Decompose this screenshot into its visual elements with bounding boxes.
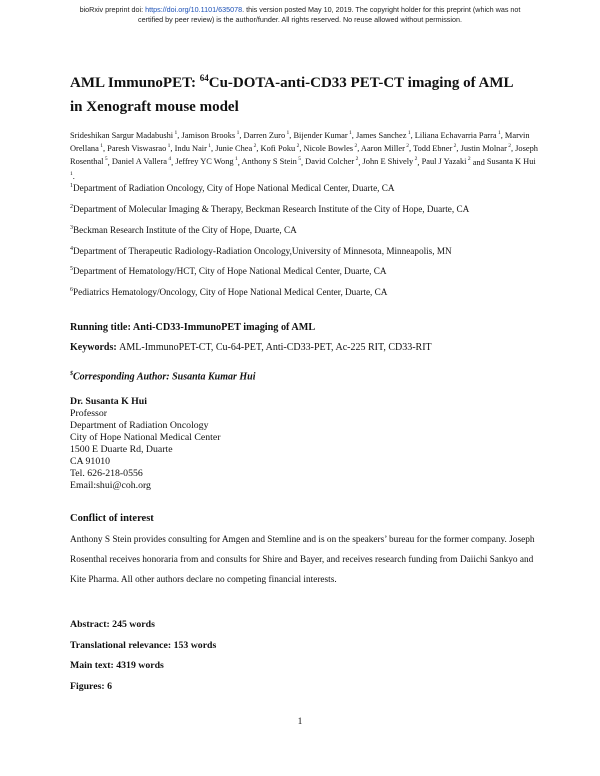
title-line-1-rest: Cu-DOTA-anti-CD33 PET-CT imaging of AML: [208, 75, 514, 91]
author: [175, 157, 237, 166]
preprint-banner: [30, 5, 570, 25]
affiliation-text: Department of Molecular Imaging & Therapy, Beckman Research Institute of the City of Hope, Duarte, CA: [73, 203, 470, 214]
count-line: Main text: 4319 words: [70, 660, 164, 671]
author-affiliation-mark: 1: [496, 130, 501, 136]
affiliation-text: Department of Radiation Oncology, City of Hope National Medical Center, Duarte, CA: [73, 183, 395, 194]
author-name: Bijender Kumar: [293, 130, 348, 140]
author-name: Paresh Viswasrao: [107, 144, 167, 154]
affiliation-text: Beckman Research Institute of the City of Hope, Duarte, CA: [73, 224, 297, 235]
author-name: James Sanchez: [355, 130, 407, 140]
author-affiliation-mark: 5: [103, 156, 108, 163]
author-name: David Colcher: [305, 157, 355, 167]
author: [422, 157, 471, 166]
conflict-heading: Conflict of interest: [70, 513, 154, 524]
contact-line: City of Hope National Medical Center: [70, 432, 221, 443]
author-name: John E Shively: [362, 157, 414, 167]
conflict-body: Anthony S Stein provides consulting for Amgen and Stemline and is on the speakers’ bureau for the former company. Joseph Rosenthal receives honoraria from and consults for Shire and Bayer, and receives research funding from Daiichi Sankyo and Kite Pharma. All other authors declare no competing financial interests.: [70, 535, 535, 585]
banner-line-2: certified by peer review) is the author/funder. All rights reserved. No reuse allowed without permission.: [138, 15, 462, 24]
contact-line: 1500 E Duarte Rd, Duarte: [70, 444, 173, 455]
author-affiliation-mark: 2: [252, 143, 257, 150]
author: [241, 157, 301, 166]
banner-line-1-rest: . this version posted May 10, 2019. The copyright holder for this preprint (which was not: [242, 5, 521, 14]
author: [305, 157, 358, 166]
contact-email: Email:shui@coh.org: [70, 480, 151, 491]
author-name: Nicole Bowles: [303, 144, 354, 154]
author-affiliation-mark: 2: [466, 156, 471, 163]
contact-name: Dr. Susanta K Hui: [70, 396, 147, 407]
contact-line: Professor: [70, 408, 108, 419]
affiliation: [70, 285, 540, 298]
author: [461, 144, 511, 153]
author: [107, 144, 170, 153]
author-name: Kofi Poku: [260, 144, 296, 154]
author: [175, 144, 211, 153]
count-line: Figures: 6: [70, 680, 112, 692]
author-name: Liliana Echavarria Parra: [414, 130, 497, 140]
author-name: Srideshikan Sargur Madabushi: [70, 130, 174, 140]
word-counts: [70, 615, 540, 697]
author-affiliation-mark: 1: [406, 130, 411, 136]
affiliation-text: Department of Hematology/HCT, City of Hope National Medical Center, Duarte, CA: [73, 266, 387, 277]
affiliation-number: 5: [70, 266, 73, 273]
author-affiliation-mark: 2: [506, 143, 511, 150]
doi-link[interactable]: https://doi.org/10.1101/635078: [145, 5, 243, 14]
affiliation: [70, 181, 540, 194]
affiliation-number: 6: [70, 287, 73, 294]
author-name: Junie Chea: [215, 144, 253, 154]
author-name: Daniel A Vallera: [111, 157, 168, 167]
affiliation-text: Pediatrics Hematology/Oncology, City of Hope National Medical Center, Duarte, CA: [73, 287, 388, 298]
author: [356, 131, 411, 140]
author-name: Aaron Miller: [360, 144, 405, 154]
affiliation: [70, 202, 540, 215]
corresponding-mark: $: [70, 371, 73, 377]
corresponding-author: [70, 371, 540, 382]
author: [361, 144, 409, 153]
author-affiliation-mark: 2: [354, 156, 359, 163]
author-affiliation-mark: 1: [285, 130, 290, 136]
count-line: Translational relevance: 153 words: [70, 639, 217, 651]
author-name: Joseph Rosenthal: [70, 144, 538, 167]
keywords: [70, 342, 540, 353]
affiliation-number: 4: [70, 245, 73, 252]
contact-block: [70, 396, 540, 492]
author-affiliation-mark: 1: [173, 130, 178, 136]
author-affiliation-mark: 2: [404, 143, 410, 150]
affiliation: [70, 223, 540, 236]
author-affiliation-mark: 5: [296, 156, 301, 163]
author-affiliation-mark: 1: [70, 170, 73, 177]
author: [261, 144, 300, 153]
author: [215, 144, 256, 153]
author: [413, 144, 456, 153]
author: [70, 131, 177, 140]
affiliation: [70, 264, 540, 277]
author-affiliation-mark: 1: [98, 143, 103, 150]
author: [415, 131, 501, 140]
author-affiliation-mark: 2: [353, 143, 358, 150]
author-affiliation-mark: 1: [233, 156, 238, 163]
author-name: Marvin Orellana: [70, 130, 530, 154]
affiliation-number: 2: [70, 203, 73, 210]
running-title: Running title: Anti-CD33-ImmunoPET imaging of AML: [70, 322, 316, 333]
author-name: Anthony S Stein: [241, 157, 297, 167]
corresponding-text: Corresponding Author: Susanta Kumar Hui: [73, 371, 256, 383]
author-name: Todd Ebner: [413, 144, 453, 154]
contact-line: Tel. 626-218-0556: [70, 468, 143, 479]
author: [112, 157, 171, 166]
author-name: Paul J Yazaki: [421, 157, 467, 167]
author: [363, 157, 418, 166]
banner-prefix: bioRxiv preprint doi:: [79, 5, 146, 14]
author-affiliation-mark: 1: [235, 130, 240, 136]
affiliation-list: [70, 181, 540, 306]
author-affiliation-mark: 2: [295, 143, 300, 150]
page-number: 1: [297, 717, 303, 727]
author-name: Justin Molnar: [460, 144, 507, 154]
author: [304, 144, 358, 153]
author-name: Darren Zuro: [243, 130, 286, 140]
author-name: Indu Nair: [174, 144, 207, 154]
author-name: Susanta K Hui: [486, 157, 536, 167]
title-pre: AML ImmunoPET:: [70, 75, 200, 91]
author-affiliation-mark: 2: [413, 156, 418, 163]
author: [244, 131, 290, 140]
author-name: Jamison Brooks: [181, 130, 236, 140]
paper-title: [70, 66, 540, 119]
keywords-label: Keywords:: [70, 342, 120, 353]
banner-line-1: [30, 5, 570, 15]
author-affiliation-mark: 4: [167, 156, 172, 163]
keywords-text: AML-ImmunoPET-CT, Cu-64-PET, Anti-CD33-PET, Ac-225 RIT, CD33-RIT: [119, 342, 432, 353]
author: [293, 131, 351, 140]
author-affiliation-mark: 1: [166, 143, 171, 150]
affiliation: [70, 244, 540, 257]
author-affiliation-mark: 1: [347, 130, 352, 136]
count-line: Abstract: 245 words: [70, 619, 155, 630]
title-line-1: [70, 66, 540, 95]
contact-line: CA 91010: [70, 456, 111, 467]
isotope-mass: 64: [199, 73, 209, 83]
author-affiliation-mark: 2: [452, 143, 457, 150]
title-line-2: in Xenograft mouse model: [70, 99, 239, 115]
author-name: Jeffrey YC Wong: [175, 157, 234, 167]
affiliation-text: Department of Therapeutic Radiology-Radiation Oncology,University of Minnesota, Minneapolis, MN: [73, 245, 452, 256]
author-list: Srideshikan Sargur Madabushi $^1$, Jamison Brooks $^1$, Darren Zuro $^1$, Bijender Kumar $^1$, James Sanchez $^1$, Liliana Echavarria Parra $^1$, Marvin Orellana $^1$, Paresh Viswasrao $^1$, Indu Nair $^1$, Junie Chea $^2$, Kofi Poku $^2$, Nicole Bowles $^2$, Aaron Miller $^2$, Todd Ebner $^2$, Justin Molnar $^2$, Joseph Rosenthal $^5$, Daniel A Vallera $^4$, Jeffrey YC Wong $^1$, Anthony S Stein $^5$, David Colcher $^2$, John E Shively $^2$, Paul J Yazaki $^2$ and Susanta K Hui $^1$.: [70, 130, 538, 181]
affiliation-number: 1: [70, 183, 73, 189]
contact-line: Department of Radiation Oncology: [70, 420, 209, 431]
author: [181, 131, 239, 140]
affiliation-number: 3: [70, 224, 73, 231]
author-affiliation-mark: 1: [206, 143, 212, 150]
